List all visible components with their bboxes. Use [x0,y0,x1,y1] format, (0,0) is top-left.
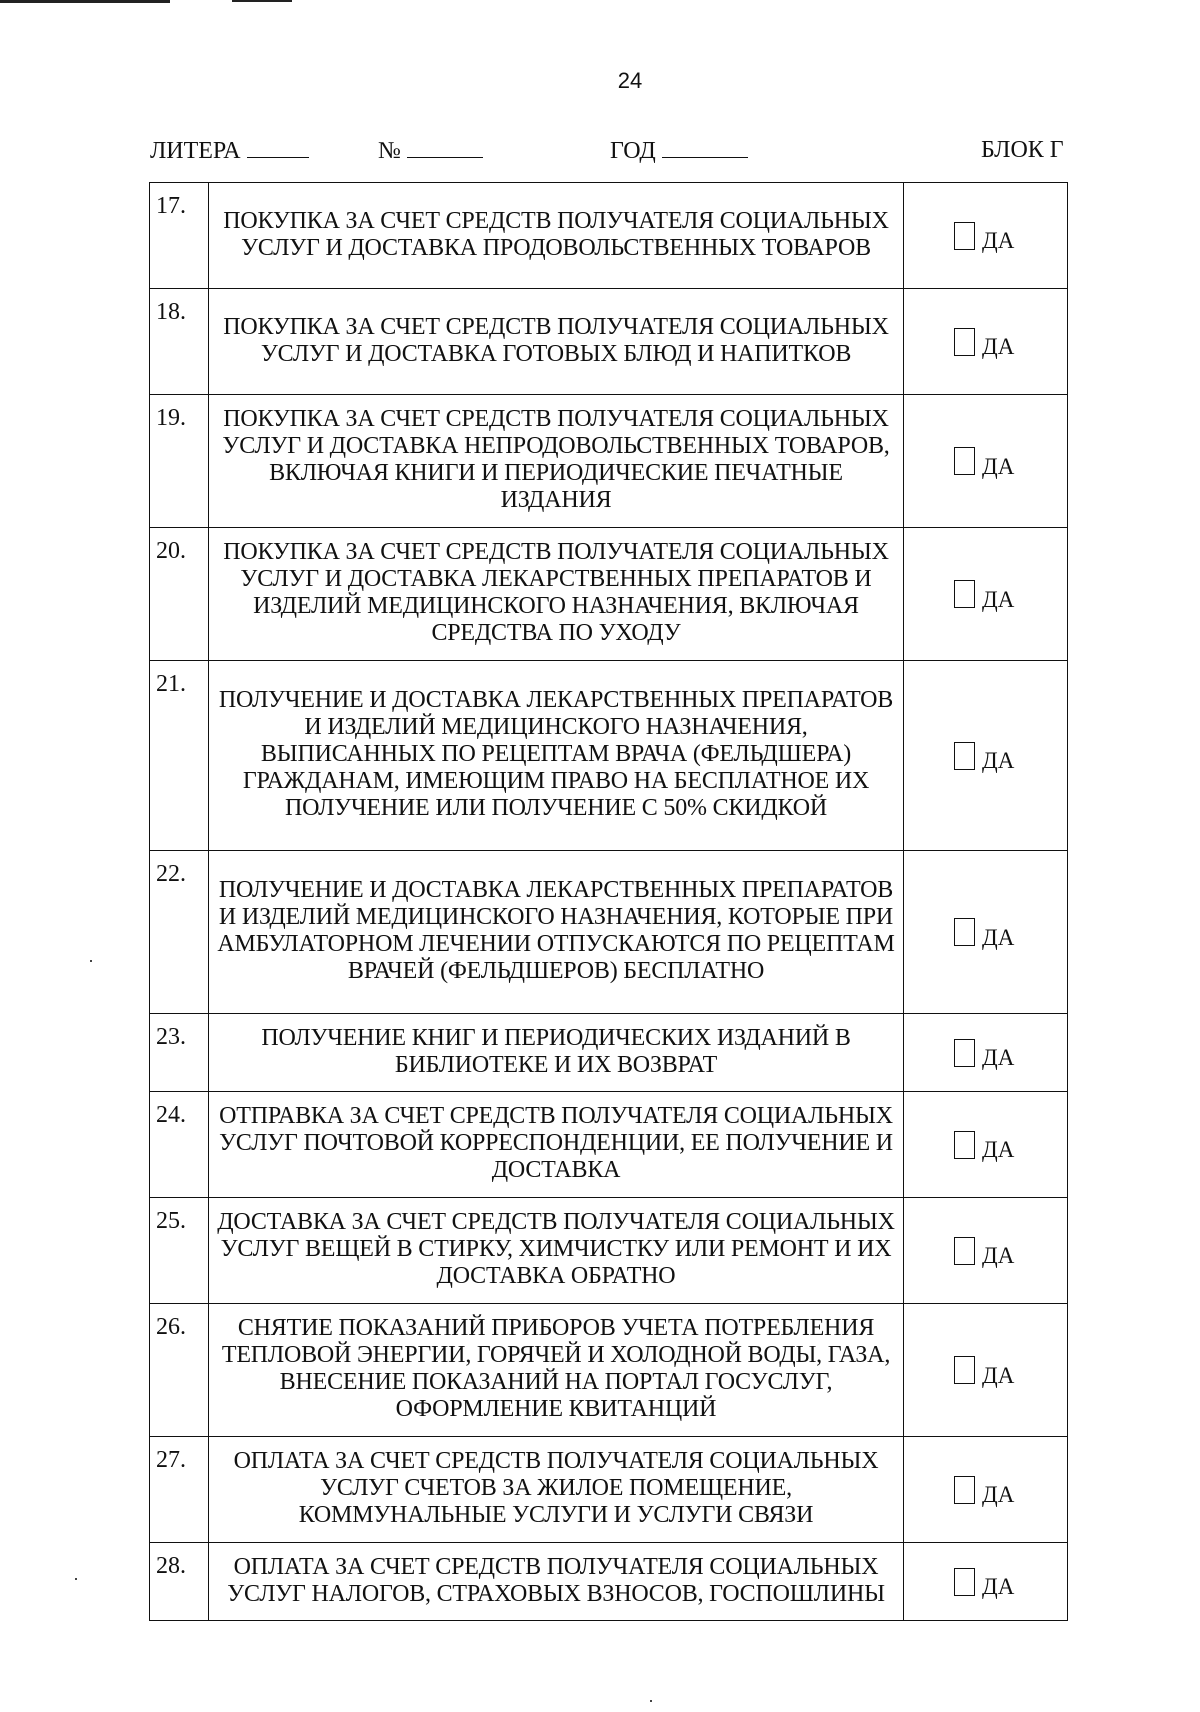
litera-field [150,137,309,165]
answer-label: ДА [982,1482,1015,1507]
year-label: ГОД [610,138,656,164]
answer-cell [904,395,1068,528]
answer-cell [904,661,1068,851]
service-description: ПОЛУЧЕНИЕ И ДОСТАВКА ЛЕКАРСТВЕННЫХ ПРЕПАРАТОВ И ИЗДЕЛИЙ МЕДИЦИНСКОГО НАЗНАЧЕНИЯ, КОТОРЫЕ ПРИ АМБУЛАТОРНОМ ЛЕЧЕНИИ ОТПУСКАЮТСЯ ПО РЕЦЕПТАМ ВРАЧЕЙ (ФЕЛЬДШЕРОВ) БЕСПЛАТНО [209,851,904,1014]
answer-label: ДА [982,586,1015,612]
answer-cell [904,1092,1068,1198]
litera-blank[interactable] [247,137,309,158]
table-row [150,1014,1068,1092]
row-number: 23. [150,1014,209,1092]
table-row [150,183,1068,289]
row-number: 20. [150,528,209,661]
service-description: ПОЛУЧЕНИЕ И ДОСТАВКА ЛЕКАРСТВЕННЫХ ПРЕПАРАТОВ И ИЗДЕЛИЙ МЕДИЦИНСКОГО НАЗНАЧЕНИЯ, ВЫПИСАННЫХ ПО РЕЦЕПТАМ ВРАЧА (ФЕЛЬДШЕРА) ГРАЖДАНАМ, ИМЕЮЩИМ ПРАВО НА БЕСПЛАТНОЕ ИХ ПОЛУЧЕНИЕ ИЛИ ПОЛУЧЕНИЕ С 50% СКИДКОЙ [209,661,904,851]
answer-cell [904,1437,1068,1543]
service-description: ПОКУПКА ЗА СЧЕТ СРЕДСТВ ПОЛУЧАТЕЛЯ СОЦИАЛЬНЫХ УСЛУГ И ДОСТАВКА ПРОДОВОЛЬСТВЕННЫХ ТОВАРОВ [209,183,904,289]
checkbox[interactable] [954,580,975,608]
service-description: ПОКУПКА ЗА СЧЕТ СРЕДСТВ ПОЛУЧАТЕЛЯ СОЦИАЛЬНЫХ УСЛУГ И ДОСТАВКА ЛЕКАРСТВЕННЫХ ПРЕПАРАТОВ И ИЗДЕЛИЙ МЕДИЦИНСКОГО НАЗНАЧЕНИЯ, ВКЛЮЧАЯ СРЕДСТВА ПО УХОДУ [209,528,904,661]
year-blank[interactable] [662,137,748,158]
table-row [150,1092,1068,1198]
answer-label: ДА [982,334,1015,359]
answer-cell [904,1014,1068,1092]
table-row [150,1304,1068,1437]
checkbox[interactable] [954,918,975,946]
table-row [150,851,1068,1014]
table-row [150,1543,1068,1621]
row-number: 19. [150,395,209,528]
checkbox[interactable] [954,1568,975,1596]
service-description: ПОЛУЧЕНИЕ КНИГ И ПЕРИОДИЧЕСКИХ ИЗДАНИЙ В БИБЛИОТЕКЕ И ИХ ВОЗВРАТ [209,1014,904,1092]
checkbox[interactable] [954,1237,975,1265]
row-number: 25. [150,1198,209,1304]
answer-cell [904,289,1068,395]
row-number: 22. [150,851,209,1014]
answer-cell [904,528,1068,661]
checkbox[interactable] [954,742,975,770]
scan-speck [650,1700,652,1702]
row-number: 17. [150,183,209,289]
service-description: ОПЛАТА ЗА СЧЕТ СРЕДСТВ ПОЛУЧАТЕЛЯ СОЦИАЛЬНЫХ УСЛУГ СЧЕТОВ ЗА ЖИЛОЕ ПОМЕЩЕНИЕ, КОММУНАЛЬНЫЕ УСЛУГИ И УСЛУГИ СВЯЗИ [209,1437,904,1543]
number-label: № [378,138,401,164]
table-row [150,395,1068,528]
services-table [149,182,1068,1621]
answer-label: ДА [982,228,1015,253]
service-description: ОПЛАТА ЗА СЧЕТ СРЕДСТВ ПОЛУЧАТЕЛЯ СОЦИАЛЬНЫХ УСЛУГ НАЛОГОВ, СТРАХОВЫХ ВЗНОСОВ, ГОСПОШЛИНЫ [209,1543,904,1621]
answer-cell [904,183,1068,289]
answer-label: ДА [982,924,1015,950]
year-field [610,137,748,165]
row-number: 18. [150,289,209,395]
answer-cell [904,1543,1068,1621]
checkbox[interactable] [954,1356,975,1384]
answer-cell [904,1304,1068,1437]
table-row [150,289,1068,395]
service-description: ПОКУПКА ЗА СЧЕТ СРЕДСТВ ПОЛУЧАТЕЛЯ СОЦИАЛЬНЫХ УСЛУГ И ДОСТАВКА ГОТОВЫХ БЛЮД И НАПИТКОВ [209,289,904,395]
answer-label: ДА [982,1362,1015,1388]
answer-cell [904,1198,1068,1304]
answer-label: ДА [982,1574,1015,1599]
scan-speck [90,960,92,962]
scan-edge-mark [232,0,292,2]
scan-edge-mark [0,0,170,3]
answer-label: ДА [982,748,1015,773]
answer-label: ДА [982,1137,1015,1162]
answer-cell [904,851,1068,1014]
table-row [150,1437,1068,1543]
table-row [150,528,1068,661]
table-row [150,661,1068,851]
checkbox[interactable] [954,1039,975,1067]
number-field [378,137,483,165]
answer-label: ДА [982,1045,1015,1070]
row-number: 27. [150,1437,209,1543]
answer-label: ДА [982,453,1015,479]
row-number: 26. [150,1304,209,1437]
service-description: ОТПРАВКА ЗА СЧЕТ СРЕДСТВ ПОЛУЧАТЕЛЯ СОЦИАЛЬНЫХ УСЛУГ ПОЧТОВОЙ КОРРЕСПОНДЕНЦИИ, ЕЕ ПОЛУЧЕНИЕ И ДОСТАВКА [209,1092,904,1198]
page-number: 24 [617,68,643,93]
block-label: БЛОК Г [981,137,1064,163]
answer-label: ДА [982,1243,1015,1268]
checkbox[interactable] [954,1476,975,1504]
scan-speck [75,1578,77,1580]
number-blank[interactable] [407,137,483,158]
checkbox[interactable] [954,222,975,250]
checkbox[interactable] [954,447,975,475]
service-description: ПОКУПКА ЗА СЧЕТ СРЕДСТВ ПОЛУЧАТЕЛЯ СОЦИАЛЬНЫХ УСЛУГ И ДОСТАВКА НЕПРОДОВОЛЬСТВЕННЫХ ТОВАРОВ, ВКЛЮЧАЯ КНИГИ И ПЕРИОДИЧЕСКИЕ ПЕЧАТНЫЕ ИЗДАНИЯ [209,395,904,528]
service-description: СНЯТИЕ ПОКАЗАНИЙ ПРИБОРОВ УЧЕТА ПОТРЕБЛЕНИЯ ТЕПЛОВОЙ ЭНЕРГИИ, ГОРЯЧЕЙ И ХОЛОДНОЙ ВОДЫ, ГАЗА, ВНЕСЕНИЕ ПОКАЗАНИЙ НА ПОРТАЛ ГОСУСЛУГ, ОФОРМЛЕНИЕ КВИТАНЦИЙ [209,1304,904,1437]
services-table-body [150,183,1068,1621]
row-number: 28. [150,1543,209,1621]
checkbox[interactable] [954,328,975,356]
checkbox[interactable] [954,1131,975,1159]
row-number: 24. [150,1092,209,1198]
service-description: ДОСТАВКА ЗА СЧЕТ СРЕДСТВ ПОЛУЧАТЕЛЯ СОЦИАЛЬНЫХ УСЛУГ ВЕЩЕЙ В СТИРКУ, ХИМЧИСТКУ ИЛИ РЕМОНТ И ИХ ДОСТАВКА ОБРАТНО [209,1198,904,1304]
row-number: 21. [150,661,209,851]
table-row [150,1198,1068,1304]
litera-label: ЛИТЕРА [150,138,241,164]
